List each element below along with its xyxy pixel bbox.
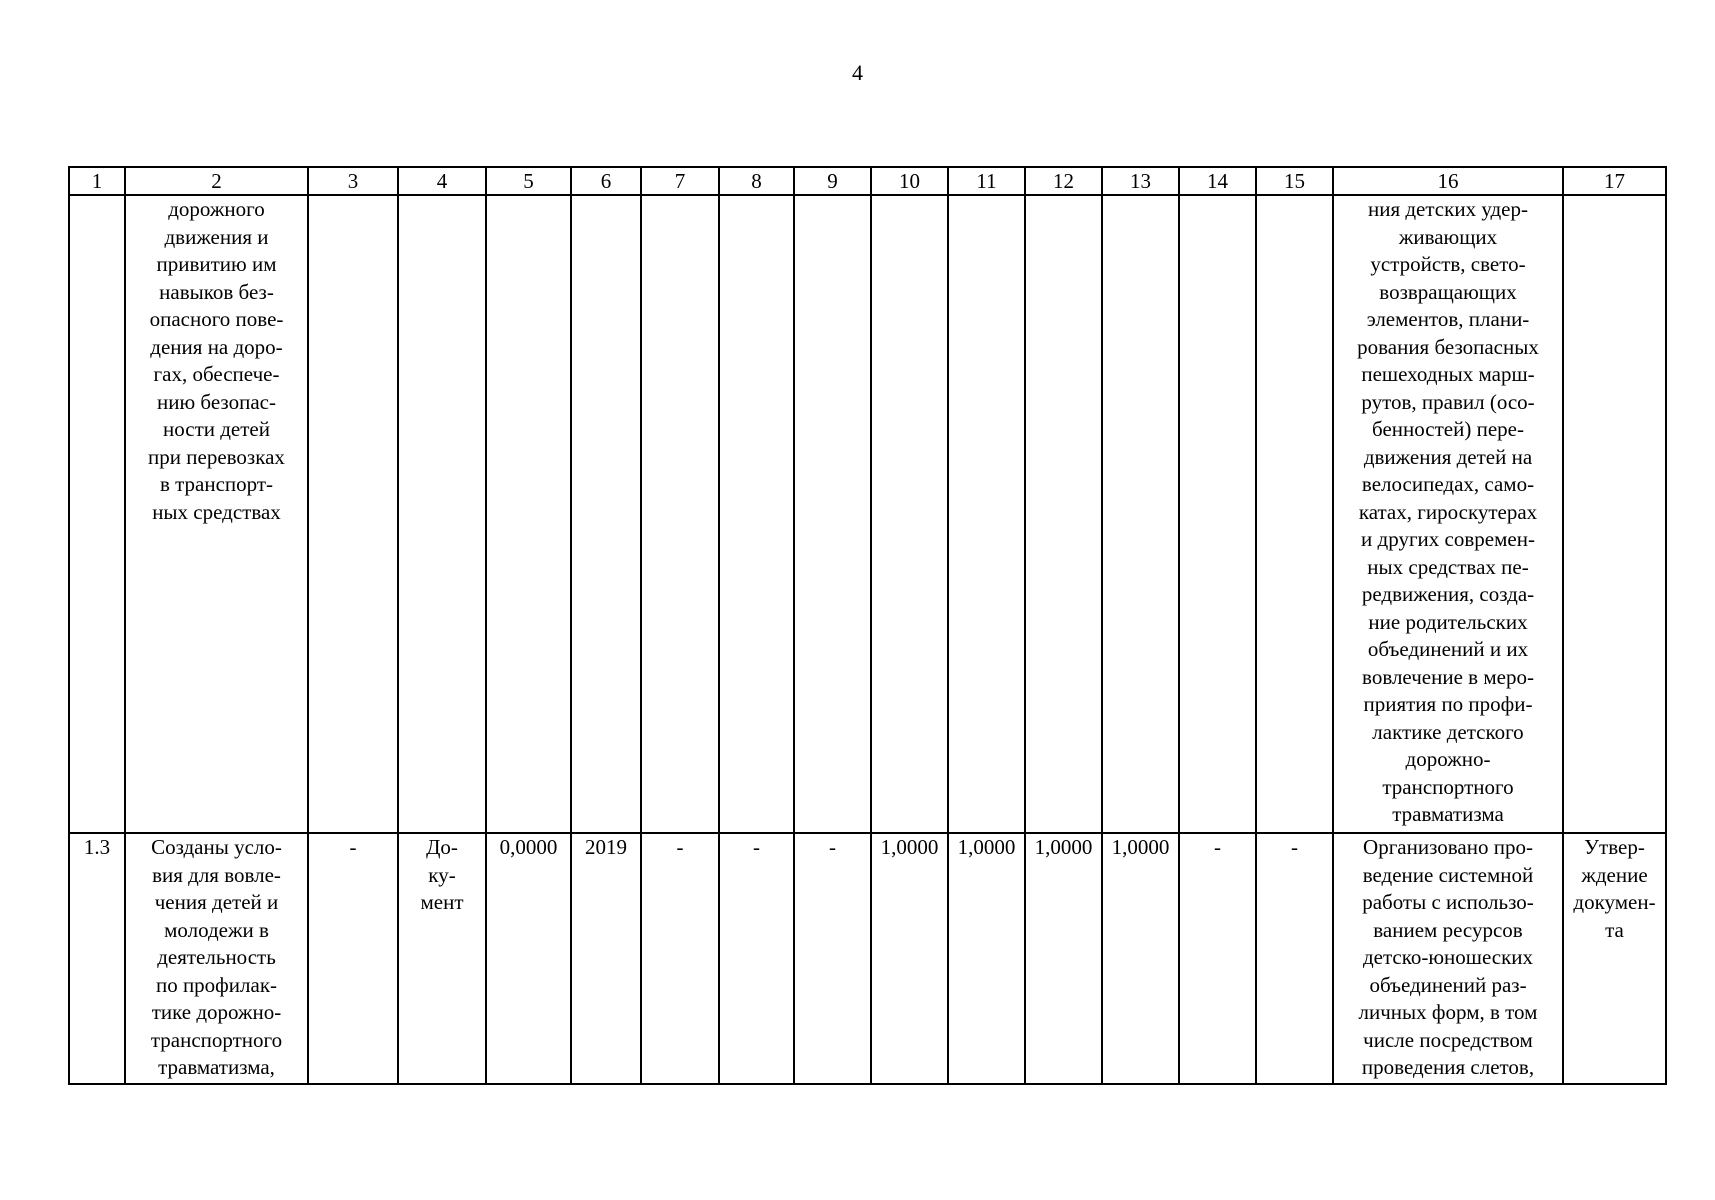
table-cell: - — [1179, 833, 1256, 1084]
column-header: 15 — [1256, 167, 1333, 195]
table-cell-unit: До- ку- мент — [398, 833, 486, 1084]
column-header: 4 — [398, 167, 486, 195]
table-cell — [948, 195, 1025, 833]
table-cell — [308, 195, 398, 833]
table-header-row — [69, 167, 1666, 195]
table-cell — [641, 195, 719, 833]
column-header: 13 — [1102, 167, 1179, 195]
table-row — [69, 195, 1666, 833]
column-header: 14 — [1179, 167, 1256, 195]
column-header: 1 — [69, 167, 125, 195]
column-header: 16 — [1333, 167, 1563, 195]
table-cell-value: 1,0000 — [948, 833, 1025, 1084]
table-row — [69, 833, 1666, 1084]
table-cell — [1025, 195, 1102, 833]
table-cell-description: дорожного движения и привитию им навыков без- опасного пове- дения на доро- гах, обеспече- нию безопас- ности детей при перевозках в транспорт- ных средствах — [125, 195, 308, 833]
page-number: 4 — [852, 60, 863, 85]
table-cell — [794, 195, 871, 833]
table-cell — [398, 195, 486, 833]
column-header: 5 — [486, 167, 571, 195]
column-header: 7 — [641, 167, 719, 195]
column-header: 17 — [1563, 167, 1666, 195]
column-header: 11 — [948, 167, 1025, 195]
table-cell — [571, 195, 641, 833]
table-cell-value: 1,0000 — [1025, 833, 1102, 1084]
table-cell: - — [1256, 833, 1333, 1084]
table-cell-number — [69, 195, 125, 833]
column-header: 6 — [571, 167, 641, 195]
table-cell: - — [794, 833, 871, 1084]
column-header: 8 — [719, 167, 794, 195]
table-cell-document: Утвер- ждение докумен- та — [1563, 833, 1666, 1084]
table-cell: - — [308, 833, 398, 1084]
table-cell-year: 2019 — [571, 833, 641, 1084]
table-cell — [1256, 195, 1333, 833]
column-header: 10 — [871, 167, 948, 195]
table-cell: - — [641, 833, 719, 1084]
table-cell — [1563, 195, 1666, 833]
table-cell-result: ния детских удер- живающих устройств, свето- возвращающих элементов, плани- рования безопасных пешеходных марш- рутов, правил (осо- бенностей) пере- движения детей на велосипедах, само- катах, гироскутерах и других современ- ных средствах пе- редвижения, созда- ние родительских объединений и их вовлечение в меро- приятия по профи- лактике детского дорожно- транспортного травматизма — [1333, 195, 1563, 833]
table-cell-value: 0,0000 — [486, 833, 571, 1084]
column-header: 9 — [794, 167, 871, 195]
column-header: 2 — [125, 167, 308, 195]
table-cell: - — [719, 833, 794, 1084]
table-cell — [719, 195, 794, 833]
table-cell-value: 1,0000 — [1102, 833, 1179, 1084]
table-cell — [871, 195, 948, 833]
table-cell-number: 1.3 — [69, 833, 125, 1084]
table-cell-value: 1,0000 — [871, 833, 948, 1084]
table-cell — [486, 195, 571, 833]
table-cell — [1102, 195, 1179, 833]
column-header: 3 — [308, 167, 398, 195]
document-table — [68, 166, 1667, 1085]
table-cell-description: Созданы усло- вия для вовле- чения детей и молодежи в деятельность по профилак- тике дорожно- транспортного травматизма, — [125, 833, 308, 1084]
table-cell-result: Организовано про- ведение системной работы с использо- ванием ресурсов детско-юношеских объединений раз- личных форм, в том числе посредством проведения слетов, — [1333, 833, 1563, 1084]
column-header: 12 — [1025, 167, 1102, 195]
table-cell — [1179, 195, 1256, 833]
